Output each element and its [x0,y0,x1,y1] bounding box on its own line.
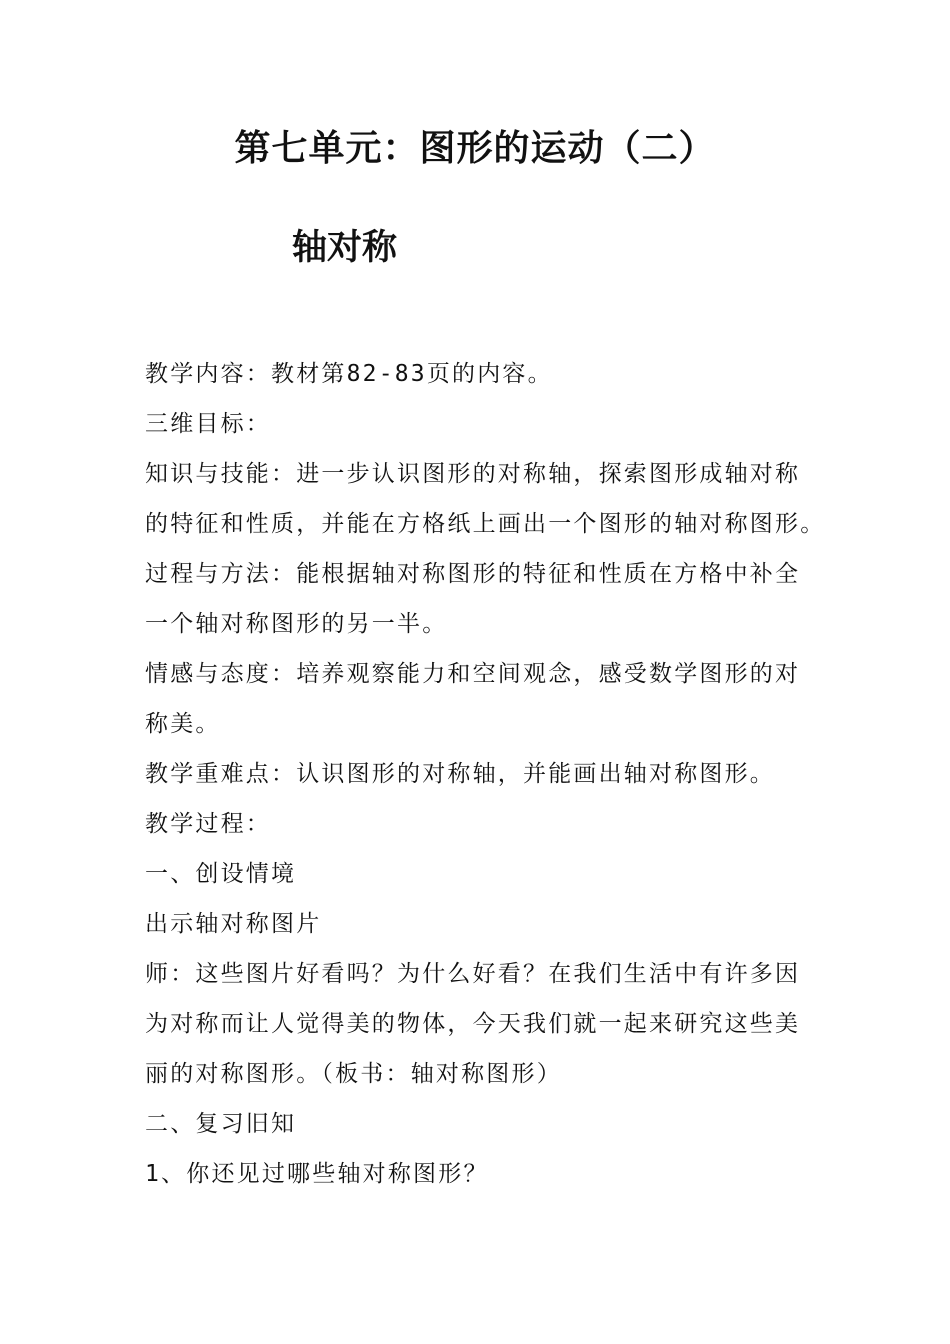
body-line: 一个轴对称图形的另一半。 [145,611,448,637]
body-line: 称美。 [145,711,221,737]
document-title: 第七单元：图形的运动（二） [234,127,716,169]
body-line: 为对称而让人觉得美的物体，今天我们就一起来研究这些美 [145,1011,801,1037]
body-line: 三维目标： [145,411,271,437]
body-line: 教学重难点：认识图形的对称轴，并能画出轴对称图形。 [145,761,775,787]
body-line: 过程与方法：能根据轴对称图形的特征和性质在方格中补全 [145,561,801,587]
body-line: 师：这些图片好看吗？为什么好看？在我们生活中有许多因 [145,961,801,987]
body-line: 知识与技能：进一步认识图形的对称轴，探索图形成轴对称 [145,461,801,487]
document-body [145,349,835,1199]
body-line: 教学内容：教材第82-83页的内容。 [145,361,553,387]
body-line: 教学过程： [145,811,271,837]
document-subtitle: 轴对称 [292,227,398,268]
body-line: 的特征和性质，并能在方格纸上画出一个图形的轴对称图形。 [145,511,826,537]
body-line: 丽的对称图形。（板书：轴对称图形） [145,1061,562,1087]
body-line: 一、创设情境 [145,861,297,887]
body-line: 情感与态度：培养观察能力和空间观念，感受数学图形的对 [145,661,801,687]
body-line: 二、复习旧知 [145,1111,297,1137]
body-line: 1、你还见过哪些轴对称图形？ [145,1161,489,1187]
body-line: 出示轴对称图片 [145,911,322,937]
